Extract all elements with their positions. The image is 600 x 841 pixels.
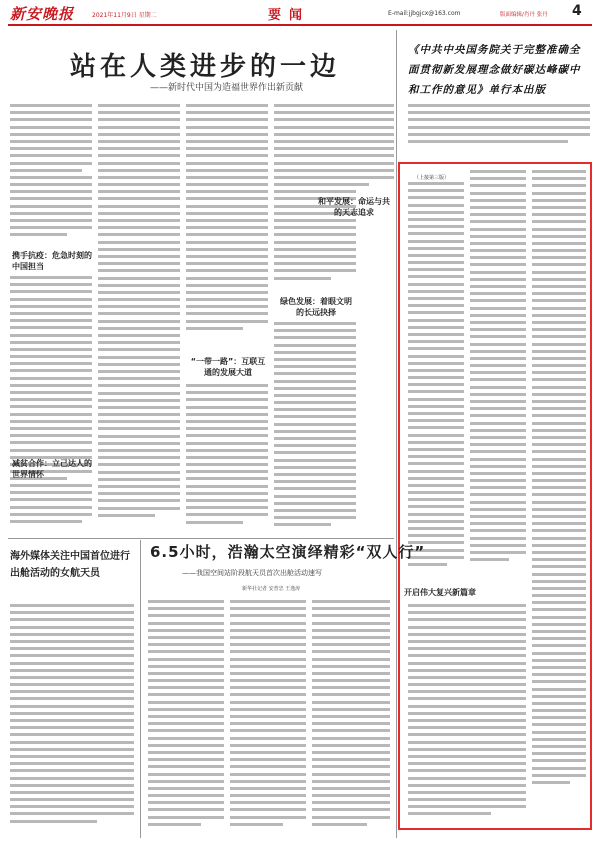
box-column-3 — [532, 170, 586, 822]
lead-column-2 — [98, 104, 180, 532]
bottom-column-1 — [148, 600, 224, 834]
lead-column-4b — [274, 322, 356, 532]
box-column-1b — [408, 604, 526, 822]
box-column-2 — [470, 170, 526, 582]
continued-tag: （上接第三版） — [414, 175, 450, 181]
section-divider — [8, 538, 394, 539]
lead-headline: 站在人类进步的一边 — [70, 52, 341, 82]
bottom-left-headline: 海外媒体关注中国首位进行出舱活动的女航天员 — [10, 551, 130, 579]
right-intro — [408, 104, 590, 154]
lead-subhead-5: 和平发展：命运与共的天志追求 — [318, 197, 390, 217]
right-headline: 《中共中央国务院关于完整准确全面贯彻新发展理念做好碳达峰碳中和工作的意见》单行本出版 — [408, 44, 581, 96]
bottom-divider — [140, 540, 141, 838]
bottom-left-body — [10, 604, 134, 834]
lead-subhead-4: 绿色发展：着眼文明的长远抉择 — [280, 297, 352, 317]
lead-subheadline: ——新时代中国为造福世界作出新贡献 — [150, 83, 304, 93]
bottom-column-2 — [230, 600, 306, 834]
page-number: 4 — [572, 3, 582, 19]
issue-date: 2021年11月9日 星期二 — [92, 12, 157, 19]
contact-email: E-mail:jjbgjcx@163.com — [388, 10, 461, 17]
lead-subhead-2: 减贫合作：立己达人的世界情怀 — [12, 459, 92, 479]
bottom-column-3 — [312, 600, 390, 834]
box-subhead: 开启伟大复兴新篇章 — [404, 588, 476, 597]
masthead — [0, 0, 600, 26]
lead-column-3b — [186, 384, 268, 532]
newspaper-logo: 新安晚报 — [10, 5, 75, 23]
column-divider — [396, 30, 397, 838]
lead-column-5 — [312, 104, 394, 194]
lead-column-1c — [10, 484, 92, 532]
lead-subhead-1: 携手抗疫：危急时刻的中国担当 — [12, 251, 92, 271]
bottom-byline: 新华社记者 安普忠 王逸涛 — [242, 586, 301, 592]
section-title: 要闻 — [268, 8, 311, 23]
lead-subhead-3: “一带一路”：互联互通的发展大道 — [190, 357, 266, 377]
page-editors: 版面编辑/肖丹 张丹 — [500, 12, 548, 18]
lead-column-3 — [186, 104, 268, 344]
masthead-rule — [8, 24, 592, 26]
box-column-1 — [408, 182, 464, 582]
bottom-subheadline: ——我国空间站阶段航天员首次出舱活动速写 — [182, 569, 322, 577]
bottom-headline: 6.5小时，浩瀚太空演绎精彩“双人行” — [150, 543, 426, 561]
lead-column-1 — [10, 104, 92, 246]
